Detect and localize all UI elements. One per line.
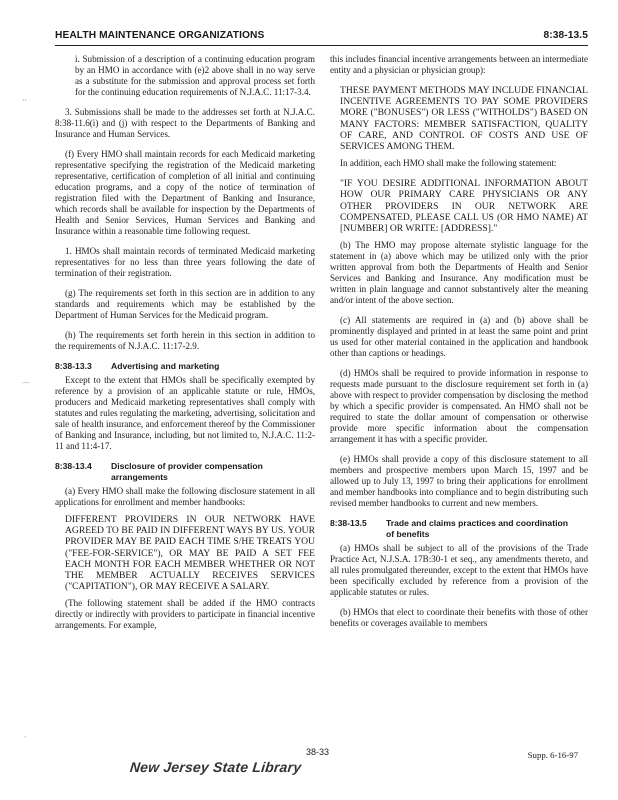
paragraph: 1. HMOs shall maintain records of terminated Medicaid marketing representatives for no less than three years following the date of termination of their registration.: [55, 246, 315, 278]
running-header: [55, 30, 588, 46]
scan-mark: ‘‘: [22, 98, 28, 107]
paragraph: (c) All statements are required in (a) and (b) above shall be prominently displayed and printed in at least the same point and print us used for other material contained in the application and handbook other than captions or headings.: [330, 315, 588, 359]
section-number: 8:38-13.4: [55, 461, 92, 471]
disclosure-statement: DIFFERENT PROVIDERS IN OUR NETWORK HAVE AGREED TO BE PAID IN DIFFERENT WAYS BY US. YOUR PROVIDER MAY BE PAID EACH TIME S/HE TREATS YOU ("FEE-FOR-SERVICE"), OR MAY BE PAID A SET FEE EACH MONTH FOR EACH MEMBER WHETHER OR NOT THE MEMBER ACTUALLY RECEIVES SERVICES ("CAPITATION"), OR MAY RECEIVE A SALARY.: [65, 514, 315, 593]
section-heading: [330, 518, 588, 540]
section-heading: [55, 461, 315, 483]
scan-mark: —: [22, 378, 30, 387]
section-title: Disclosure of provider compensation arrangements: [111, 461, 263, 482]
paragraph: 3. Submissions shall be made to the addresses set forth at N.J.A.C. 8:38-11.6(i) and (j) with respect to the Departments of Banking and Insurance and Human Services.: [55, 107, 315, 139]
supplement-date: Supp. 6-16-97: [527, 750, 578, 760]
paragraph: (e) HMOs shall provide a copy of this disclosure statement to all members and prospective members upon March 15, 1997 and be allowed up to July 13, 1997 to bring their applications for enrollment and member handbooks into compliance and to begin distributing such revised member handbooks to current and new members.: [330, 454, 588, 509]
section-number-header: 8:38-13.5: [543, 30, 588, 41]
paragraph: this includes financial incentive arrangements between an intermediate entity and a physician or physician group):: [330, 54, 588, 75]
section-title: Advertising and marketing: [111, 361, 220, 371]
section-title: Trade and claims practices and coordination of benefits: [386, 518, 568, 540]
library-stamp: New Jersey State Library: [129, 759, 303, 775]
paragraph: (h) The requirements set forth herein in this section in addition to the requirements of N.J.A.C. 11:17-2.9.: [55, 330, 315, 351]
paragraph: (d) HMOs shall be required to provide information in response to requests made pursuant to the disclosure requirement set forth in (a) above with respect to provider compensation by disclosing the method by which a specific provider is compensated. An HMO shall not be required to state the dollar amount of compensation or otherwise provide more specific information about the compensation arrangement it has with a specific provider.: [330, 368, 588, 445]
page-number: 38-33: [306, 747, 330, 757]
paragraph: (b) HMOs that elect to coordinate their benefits with those of other benefits or coverages available to members: [330, 607, 588, 629]
paragraph: (a) Every HMO shall make the following disclosure statement in all applications for enrollment and member handbooks:: [55, 486, 315, 507]
left-column: [55, 54, 315, 640]
disclosure-statement: "IF YOU DESIRE ADDITIONAL INFORMATION ABOUT HOW OUR PRIMARY CARE PHYSICIANS OR ANY OTHER PROVIDERS IN OUR NETWORK ARE COMPENSATED, PLEASE CALL US (OR HMO NAME) AT [NUMBER] OR WRITE: [ADDRESS].": [340, 178, 588, 235]
paragraph: Except to the extent that HMOs shall be specifically exempted by reference by a provision of an applicable statute or rule, HMOs, producers and Medicaid marketing representatives shall comply with statutes and rules regulating the marketing, advertising, solicitation and sale of health insurance, and enforcement thereof by the Commissioner of Banking and Insurance, including, but not limited to, N.J.A.C. 11:2-11 and 11:4-17.: [55, 375, 315, 451]
header-rule: [55, 45, 588, 46]
disclosure-statement: THESE PAYMENT METHODS MAY INCLUDE FINANCIAL INCENTIVE AGREEMENTS TO PAY SOME PROVIDERS MORE ("BONUSES") OR LESS ("WITHOLDS") BASED ON MANY FACTORS: MEMBER SATISFACTION, QUALITY OF CARE, AND CONTROL OF COSTS AND USE OF SERVICES AMONG THEM.: [340, 85, 588, 153]
paragraph: (a) HMOs shall be subject to all of the provisions of the Trade Practice Act, N.J.S.A. 17B:30-1 et seq., any amendments thereto, and all rules promulgated thereunder, except to the extent that HMOs have been specifically excluded by reference from a provision of the applicable statutes or rules.: [330, 543, 588, 598]
chapter-title: HEALTH MAINTENANCE ORGANIZATIONS: [55, 30, 265, 41]
paragraph: In addition, each HMO shall make the following statement:: [340, 158, 557, 169]
paragraph: (g) The requirements set forth in this section are in addition to any standards and requirements which may be established by the Department of Human Services for the Medicaid program.: [55, 288, 315, 320]
paragraph: (b) The HMO may propose alternate stylistic language for the statement in (a) above which may be utilized only with the prior written approval from both the Departments of Health and Senior Services and Banking and Insurance. Any modification must be written in plain language and cannot substantively alter the meaning and/or intent of the above section.: [330, 240, 588, 306]
scan-mark: ‛: [24, 735, 27, 744]
right-column: [330, 54, 588, 638]
section-number: 8:38-13.5: [330, 518, 367, 529]
paragraph: (f) Every HMO shall maintain records for each Medicaid marketing representative specifying the registration of the Medicaid marketing representative, certification of completion of all initial and continuing education programs, and a copy of the notice of termination of registration filed with the Department of Banking and Insurance, which records shall be available for inspection by the Departments of Health and Senior Services, Human Services and Banking and Insurance within a reasonable time following request.: [55, 149, 315, 236]
paragraph: (The following statement shall be added if the HMO contracts directly or indirectly with providers to participate in financial incentive arrangements. For example,: [55, 598, 315, 631]
paragraph: i. Submission of a description of a continuing education program by an HMO in accordance with (e)2 above shall in no way serve as a substitute for the submission and approval process set forth for the continuing education requirements of N.J.A.C. 11:17-3.4.: [75, 54, 315, 97]
section-number: 8:38-13.3: [55, 361, 92, 371]
section-heading: [55, 361, 315, 372]
